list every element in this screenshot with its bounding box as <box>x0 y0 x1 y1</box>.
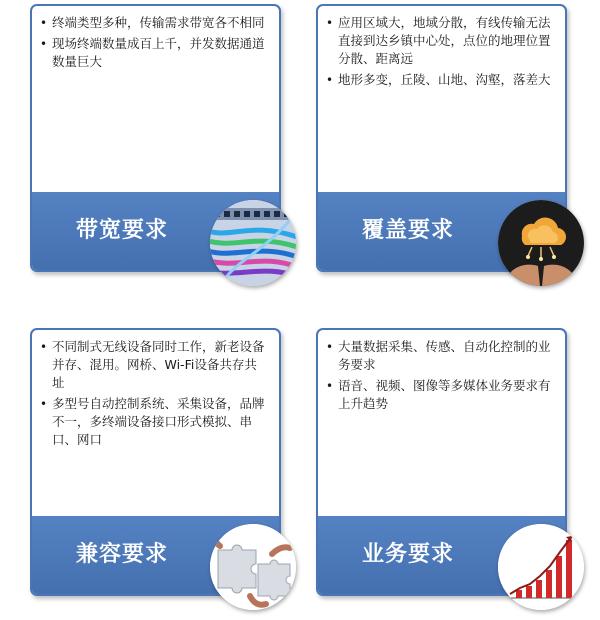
bandwidth-bullet: • 终端类型多种，传输需求带宽各不相同 <box>52 14 269 32</box>
business-bullet: • 语音、视频、图像等多媒体业务要求有上升趋势 <box>338 377 555 413</box>
coverage-title: 覆盖要求 <box>361 218 454 243</box>
compatibility-bullet: • 多型号自动控制系统、采集设备，品牌不一，多终端设备接口形式模拟、串口、网口 <box>52 395 269 449</box>
compatibility-title: 兼容要求 <box>75 542 168 567</box>
coverage-bullet: • 应用区域大，地域分散，有线传输无法直接到达乡镇中心处，点位的地理位置分散、距离远 <box>338 14 555 68</box>
business-bullet-list <box>318 330 565 413</box>
bandwidth-title: 带宽要求 <box>75 218 168 243</box>
business-title: 业务要求 <box>361 542 454 567</box>
rising-bar-chart-icon <box>498 524 584 610</box>
puzzle-pieces-icon <box>210 524 296 610</box>
compatibility-bullet: • 不同制式无线设备同时工作，新老设备并存、混用。网桥、Wi-Fi设备共存共址 <box>52 338 269 392</box>
bandwidth-bullet-list <box>32 6 279 71</box>
compatibility-bullet-list <box>32 330 279 449</box>
cloud-hands-icon <box>498 200 584 286</box>
coverage-bullet: • 地形多变，丘陵、山地、沟壑，落差大 <box>338 71 555 89</box>
business-bullet: • 大量数据采集、传感、自动化控制的业务要求 <box>338 338 555 374</box>
bandwidth-bullet: • 现场终端数量成百上千，并发数据通道数量巨大 <box>52 35 269 71</box>
coverage-bullet-list <box>318 6 565 89</box>
network-cables-icon <box>210 200 296 286</box>
